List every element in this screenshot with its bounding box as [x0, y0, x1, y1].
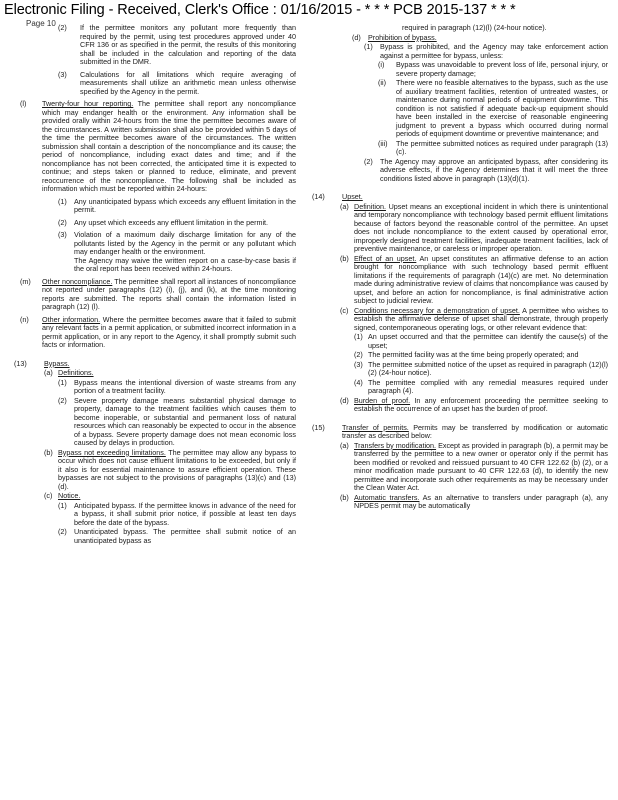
section-title: Transfer of permits.: [342, 422, 409, 432]
item-text: In any enforcement proceeding the permittee seeking to establish the occurrence of an upset has the burden of proof.: [354, 395, 608, 413]
section-label: (14): [312, 192, 325, 201]
item-text: Upset means an exceptional incident in which there is unintentional and temporary noncompliance with technology based permit effluent limitations because of factors beyond the reasonable control of the permittee. An upset does not include noncompliance to the extent caused by operational error, improperly designed treatment facilities, inadequate treatment facilities, lack of preventive maintenance, or careless or improper operation.: [354, 201, 608, 253]
item-text: Bypass means the intentional diversion of waste streams from any portion of a treatment facility.: [74, 377, 296, 395]
item-text: Violation of a maximum daily discharge limitation for any of the pollutants listed by the Agency in the permit or any pollutant which may endanger health or the environment.: [74, 230, 296, 256]
item-label: (3): [58, 69, 67, 79]
filing-stamp: Electronic Filing - Received, Clerk's Office : 01/16/2015 - * * * PCB 2015-137 * * *: [4, 2, 516, 18]
item-label: (b): [340, 253, 349, 263]
item-label: (a): [340, 201, 349, 211]
item-title: Transfers by modification.: [354, 440, 437, 450]
item-label: (1): [58, 377, 67, 387]
para-12-l-3: [58, 231, 296, 257]
section-label: (13): [14, 358, 27, 368]
item-label: (l): [20, 99, 27, 108]
item-text: Severe property damage means substantial physical damage to property, damage to the treatment facilities which causes them to become inoperable, or substantial and permanent loss of natural resources which can reasonably be expected to occur in the absence of a bypass. Severe property damage does not mean economic loss caused by delays in production.: [74, 395, 296, 447]
item-text: There were no feasible alternatives to the bypass, such as the use of auxiliary treatment facilities, retention of untreated wastes, or maintenance during normal periods of equipment downtime. This condition is not satisfied if adequate back-up equipment should have been installed in the exercise of reasonable engineering judgment to prevent a bypass which occurred during normal periods of equipment downtime or preventive maintenance; and: [396, 78, 608, 138]
item-label: (2): [58, 217, 67, 227]
item-label: (4): [354, 377, 363, 387]
para-13-d: [352, 34, 608, 43]
item-label: (c): [340, 305, 349, 315]
item-text: Except as provided in paragraph (b), a permit may be transferred by the permittee to a new owner or operator only if the permit has been modified or revoked and reissued pursuant to 40 CFR 122.62 (b) (2), or a minor modification made pursuant to 40 CFR 122.63 (d), to identify the new permittee and incorporate such other requirements as may be necessary under the Clean Water Act.: [354, 440, 608, 492]
para-13-a-2: [58, 397, 296, 448]
item-title: Conditions necessary for a demonstration of upset.: [354, 305, 520, 315]
para-14-c-4: [354, 379, 608, 396]
item-label: (2): [354, 350, 363, 359]
para-13-c-1: [58, 502, 296, 528]
item-text: The Agency may approve an anticipated bypass, after considering its adverse effects, if the Agency determines that it will meet the three conditions listed above in paragraph (13)(d)(1).: [380, 156, 608, 183]
para-12-l-1: [58, 198, 296, 215]
para-12-m: [20, 278, 296, 312]
para-12-k-2: [58, 24, 296, 67]
item-label: (a): [44, 368, 53, 377]
item-label: (1): [58, 196, 67, 206]
item-text: The permitted facility was at the time being properly operated; and: [368, 350, 579, 359]
item-label: (2): [58, 395, 67, 405]
item-title: Burden of proof.: [354, 395, 411, 405]
para-13-c: [44, 492, 296, 501]
para-14-a: [340, 203, 608, 254]
para-13-d-1-iii: [378, 140, 608, 157]
section-14: [312, 193, 608, 202]
para-13-d-2: [364, 158, 608, 184]
para-15-b: [340, 494, 608, 511]
item-label: (m): [20, 276, 31, 286]
item-label: (3): [58, 230, 67, 239]
para-13-b: [44, 449, 296, 492]
item-label: (1): [354, 332, 363, 341]
item-text: Bypass was unavoidable to prevent loss of life, personal injury, or severe property damage;: [396, 60, 608, 78]
item-text: The permittee complied with any remedial measures required under paragraph (4).: [368, 377, 608, 395]
page-number: Page 10: [26, 19, 56, 28]
section-text: Permits may be transferred by modification or automatic transfer as described below:: [342, 422, 609, 440]
para-14-c-3: [354, 361, 608, 378]
item-text: The permittee submitted notice of the upset as required in paragraph (12)(l)(2) (24-hour notice).: [368, 359, 608, 377]
para-14-d: [340, 397, 608, 414]
item-title: Definitions.: [58, 368, 94, 377]
section-15: [312, 424, 608, 441]
item-text: Where the permittee becomes aware that it failed to submit any relevant facts in a permit application, or submitted incorrect information in a permit application, or in any report to the Agency, it shall promptly submit such facts or information.: [42, 314, 296, 349]
para-13-d-1-ii: [378, 79, 608, 139]
item-text: Anticipated bypass. If the permittee knows in advance of the need for a bypass, it shall submit prior notice, if possible at least ten days before the date of the bypass.: [74, 500, 296, 527]
item-text: Bypass is prohibited, and the Agency may take enforcement action against a permittee for bypass, unless:: [380, 42, 608, 60]
item-title: Notice.: [58, 491, 81, 500]
item-text: The permittee submitted notices as required under paragraph (13)(c).: [396, 138, 608, 156]
para-14-c-1: [354, 333, 608, 350]
item-title: Definition.: [354, 201, 386, 211]
para-13-a-1: [58, 379, 296, 396]
para-13-d-1-i: [378, 61, 608, 78]
item-label: (i): [378, 60, 385, 69]
item-label: (2): [58, 527, 67, 536]
para-15-a: [340, 442, 608, 493]
para-12-l-waiver: The Agency may waive the written report on a case-by-case basis if the oral report has been received within 24-hours.: [74, 255, 296, 273]
item-label: (c): [44, 491, 53, 500]
item-title: Effect of an upset.: [354, 253, 417, 263]
para-13-c-2: [58, 528, 296, 545]
para-12-k-3: [58, 71, 296, 97]
para-12-n: [20, 316, 296, 350]
item-label: (3): [354, 359, 363, 369]
item-text: If the permittee monitors any pollutant more frequently than required by the permit, using test procedures approved under 40 CFR 136 or as specified in the permit, the results of this monitoring shall be included in the calculation and reporting of the data submitted in the DMR.: [80, 23, 296, 66]
item-text: The permittee shall report any noncompliance which may endanger health or the environment. Any information shall be provided orally within 24-hours from the time the permittee becomes aware of the circumstances. A written submission shall also be provided within 5 days of the time the permittee becomes aware of the circumstances. The written submission shall contain a description of the noncompliance and its cause; the period of noncompliance, including exact dates and time; and if the noncompliance has not been corrected, the anticipated time it is expected to continue; and steps taken or planned to reduce, eliminate, and prevent reoccurrence of the noncompliance. The following shall be included as information which must be reported within 24-hours:: [42, 99, 296, 193]
item-text: The permittee shall report all instances of noncompliance not reported under paragraphs (12) (i), (j), and (k), at the time monitoring reports are submitted. The reports shall contain the information listed in paragraph (12) (l).: [42, 276, 296, 311]
para-12-l: [20, 100, 296, 194]
item-title: Automatic transfers.: [354, 492, 420, 502]
item-text: A permittee who wishes to establish the affirmative defense of upset shall demonstrate, through properly signed, contemporaneous operating logs, or other relevant evidence that:: [354, 305, 608, 332]
para-14-b: [340, 255, 608, 306]
item-label: (ii): [378, 78, 386, 87]
para-12-l-2: [58, 219, 296, 228]
item-label: (iii): [378, 138, 388, 148]
item-text: Calculations for all limitations which require averaging of measurements shall utilize an arithmetic mean unless otherwise specified by the Agency in the permit.: [80, 69, 296, 96]
item-label: (b): [44, 447, 53, 457]
para-13-a: [44, 369, 296, 378]
item-label: (1): [364, 42, 373, 51]
section-13: [14, 360, 296, 369]
para-14-c: [340, 307, 608, 333]
item-text: Any unanticipated bypass which exceeds any effluent limitation in the permit.: [74, 196, 296, 214]
item-label: (n): [20, 314, 29, 324]
item-label: (b): [340, 492, 349, 502]
item-label: (d): [340, 395, 349, 405]
section-title: Bypass.: [44, 358, 70, 368]
item-title: Other information.: [42, 314, 101, 324]
item-label: (a): [340, 440, 349, 450]
para-13-c-2-cont: required in paragraph (12)(l) (24-hour notice).: [402, 23, 547, 32]
item-title: Other noncompliance.: [42, 276, 113, 286]
section-title: Upset.: [342, 192, 363, 201]
item-title: Prohibition of bypass.: [368, 32, 437, 42]
item-text: The permittee may allow any bypass to occur which does not cause effluent limitations to be exceeded, but only if it also is for essential maintenance to assure efficient operation. These bypasses are not subject to the provisions of paragraphs (13)(c) and (13)(d).: [58, 447, 296, 491]
item-text: As an alternative to transfers under paragraph (a), any NPDES permit may be automatically: [354, 492, 608, 510]
right-column: [312, 24, 608, 511]
item-text: Any upset which exceeds any effluent limitation in the permit.: [74, 217, 269, 227]
item-text: An upset constitutes an affirmative defense to an action brought for noncompliance with such technology based permit effluent limitations if the requirements of paragraph (14)(c) are met. No determination made during administrative review of claims that noncompliance was caused by upset, and before an action for noncompliance, is final administrative action subject to judicial review.: [354, 253, 608, 305]
item-text: Unanticipated bypass. The permittee shall submit notice of an unanticipated bypass as: [74, 527, 296, 545]
para-13-d-1: [364, 43, 608, 60]
item-text: An upset occurred and that the permittee can identify the cause(s) of the upset;: [368, 332, 608, 350]
section-label: (15): [312, 422, 325, 432]
item-label: (2): [364, 156, 373, 166]
item-label: (1): [58, 500, 67, 510]
item-title: Twenty-four hour reporting.: [42, 99, 134, 108]
item-label: (d): [352, 32, 361, 42]
para-14-c-2: [354, 351, 608, 360]
item-title: Bypass not exceeding limitations.: [58, 447, 166, 457]
item-label: (2): [58, 23, 67, 32]
